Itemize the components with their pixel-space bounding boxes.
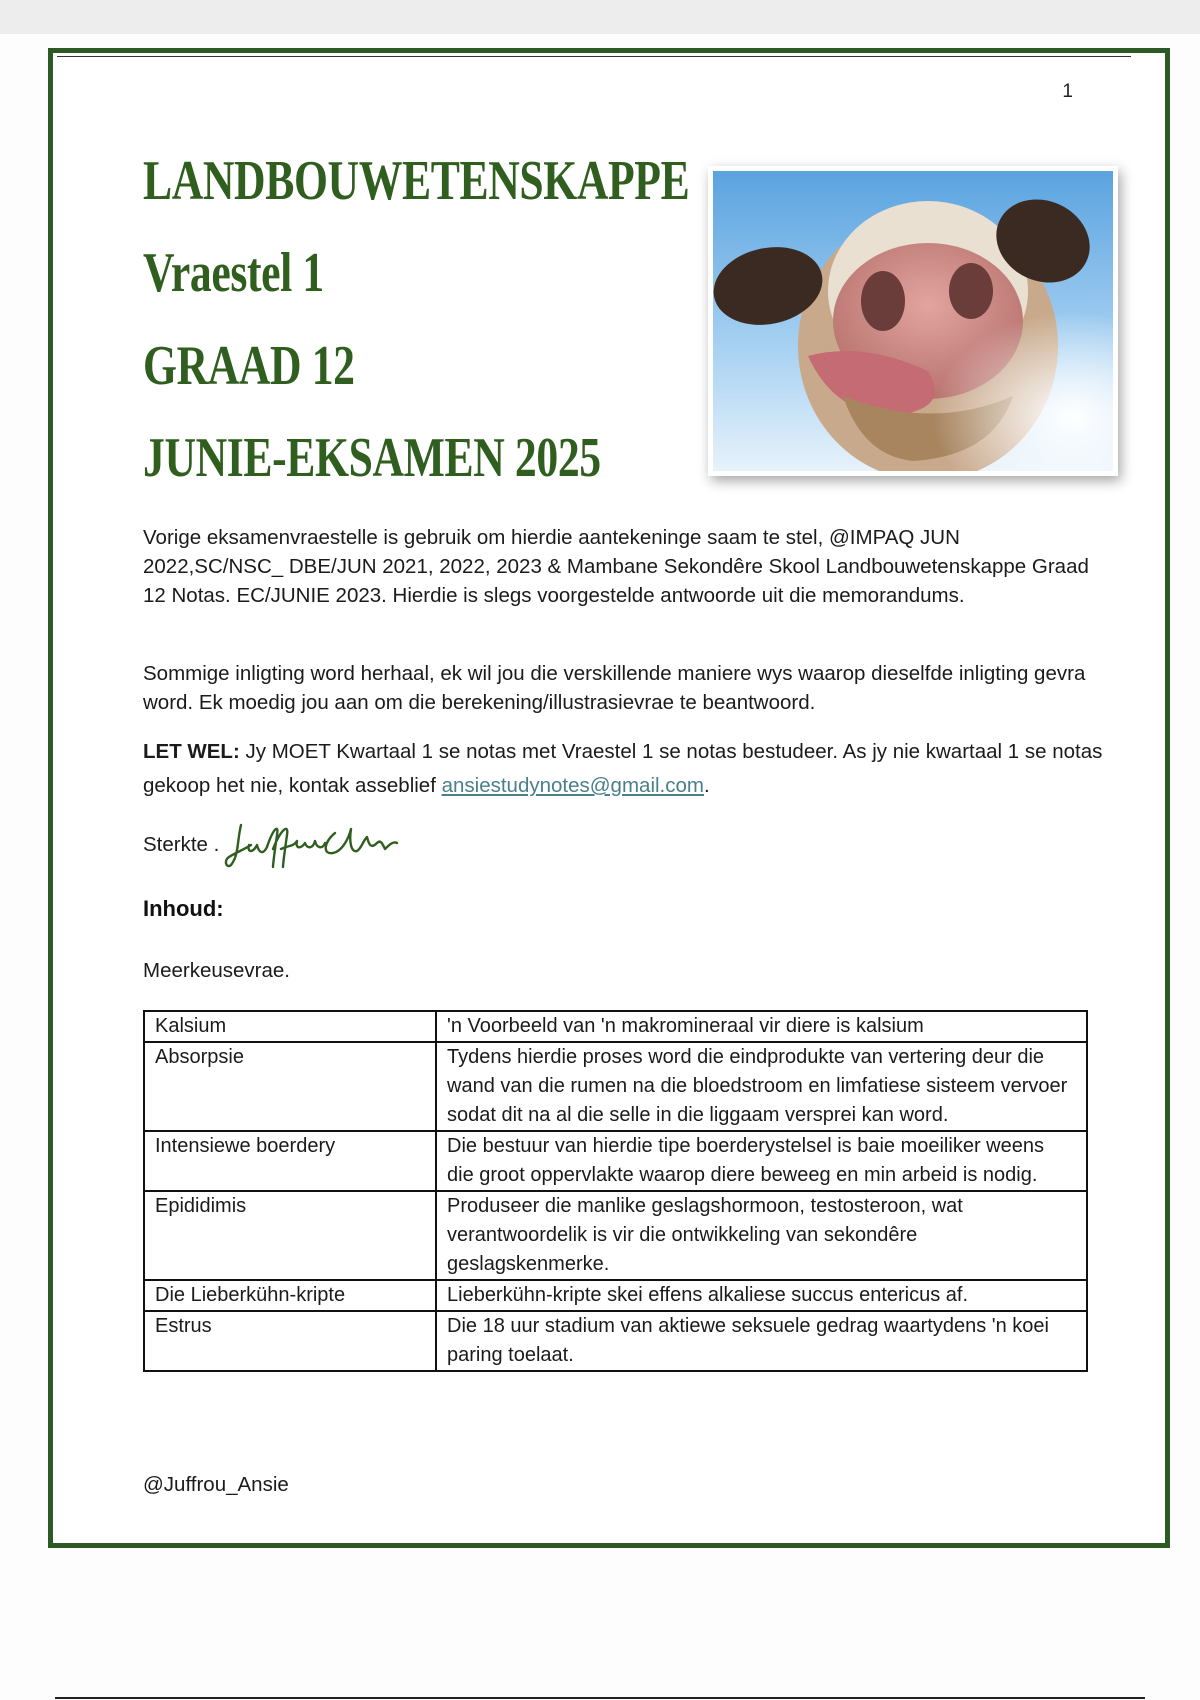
title-paper: Vraestel 1 xyxy=(143,242,324,304)
table-row xyxy=(144,1280,1087,1311)
definition-cell: Produseer die manlike geslagshormoon, testosteroon, wat verantwoordelik is vir die ontwikkeling van sekondêre geslagskenmerke. xyxy=(436,1191,1087,1280)
title-exam: JUNIE-EKSAMEN 2025 xyxy=(143,427,601,489)
definition-cell: 'n Voorbeeld van 'n makromineraal vir diere is kalsium xyxy=(436,1011,1087,1042)
term-cell: Intensiewe boerdery xyxy=(144,1131,436,1191)
contents-heading: Inhoud: xyxy=(143,896,224,921)
table-row xyxy=(144,1011,1087,1042)
note-paragraph xyxy=(143,735,1103,803)
next-page-rule xyxy=(55,1697,1145,1699)
signoff-row xyxy=(143,815,408,875)
term-cell: Estrus xyxy=(144,1311,436,1371)
term-cell: Epididimis xyxy=(144,1191,436,1280)
table-row xyxy=(144,1042,1087,1131)
cow-photo xyxy=(708,166,1118,476)
viewer-top-strip xyxy=(0,0,1200,34)
term-cell: Absorpsie xyxy=(144,1042,436,1131)
definition-cell: Tydens hierdie proses word die eindprodukte van vertering deur die wand van die rumen na die bloedstroom en limfatiese sisteem vervoer sodat dit na al die selle in die liggaam versprei kan word. xyxy=(436,1042,1087,1131)
page-number: 1 xyxy=(1062,81,1073,102)
note-end: . xyxy=(703,774,710,797)
definition-cell: Lieberkühn-kripte skei effens alkaliese succus entericus af. xyxy=(436,1280,1087,1311)
term-cell: Kalsium xyxy=(144,1011,436,1042)
note-text: Jy MOET Kwartaal 1 se notas met Vraestel 1 se notas bestudeer. As jy nie kwartaal 1 se notas gekoop het nie, kontak asseblief xyxy=(143,740,1103,797)
signoff-text: Sterkte . xyxy=(143,833,220,856)
terms-table xyxy=(143,1010,1088,1372)
document-page xyxy=(48,48,1170,1548)
email-link[interactable]: ansiestudynotes@gmail.com xyxy=(441,774,704,797)
signature-image xyxy=(223,819,408,871)
author-handle: @Juffrou_Ansie xyxy=(143,1473,289,1496)
table-row xyxy=(144,1311,1087,1371)
table-row xyxy=(144,1131,1087,1191)
definition-cell: Die bestuur van hierdie tipe boerderystelsel is baie moeiliker weens die groot oppervlakte waarop diere beweeg en min arbeid is nodig. xyxy=(436,1131,1087,1191)
intro-paragraph: Vorige eksamenvraestelle is gebruik om hierdie aantekeninge saam te stel, @IMPAQ JUN 2022,SC/NSC_ DBE/JUN 2021, 2022, 2023 & Mambane Sekondêre Skool Landbouwetenskappe Graad 12 Notas. EC/JUNIE 2023. Hierdie is slegs voorgestelde antwoorde uit die memorandums. xyxy=(143,526,1089,607)
repeat-info-paragraph: Sommige inligting word herhaal, ek wil jou die verskillende maniere wys waarop dieselfde inligting gevra word. Ek moedig jou aan om die berekening/illustrasievrae te beantwoord. xyxy=(143,662,1086,714)
title-grade: GRAAD 12 xyxy=(143,335,355,397)
header-rule xyxy=(57,56,1131,57)
section-label: Meerkeusevrae. xyxy=(143,959,290,982)
definition-cell: Die 18 uur stadium van aktiewe seksuele gedrag waartydens 'n koei paring toelaat. xyxy=(436,1311,1087,1371)
note-label: LET WEL: xyxy=(143,740,240,763)
table-row xyxy=(144,1191,1087,1280)
title-subject: LANDBOUWETENSKAPPE xyxy=(143,150,690,212)
term-cell: Die Lieberkühn-kripte xyxy=(144,1280,436,1311)
